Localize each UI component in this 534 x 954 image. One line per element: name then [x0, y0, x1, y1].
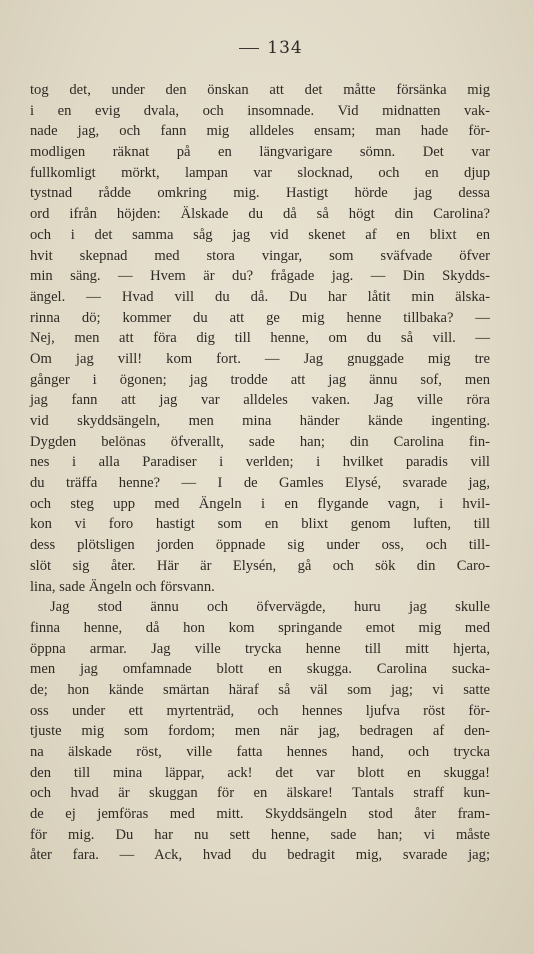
text-line: tog det, under den önskan att det måtte försänka mig	[30, 82, 490, 98]
text-line: hvit skepnad med stora vingar, som sväfvade öfver	[30, 247, 490, 264]
text-line: jag fann att jag var alldeles vaken. Jag ville röra	[30, 392, 490, 409]
text-line: Nej, men att föra dig till henne, om du så vill. —	[30, 330, 490, 347]
text-line: na älskade röst, ville fatta hennes hand, och trycka	[30, 744, 490, 760]
text-line: Jag stod ännu och öfvervägde, huru jag skulle	[50, 599, 490, 616]
text-line: gånger i ögonen; jag trodde att jag ännu sof, men	[30, 371, 490, 388]
text-line: och hvad är skuggan för en älskare! Tantals straff kun-	[30, 785, 490, 802]
text-line: finna henne, då hon kom springande emot mig med	[30, 619, 490, 636]
page-header	[0, 38, 534, 58]
text-line: åter fara. — Ack, hvad du bedragit mig, svarade jag;	[30, 847, 490, 864]
text-line: den till mina läppar, ack! det var blott en skugga!	[30, 764, 490, 781]
text-line: ängel. — Hvad vill du då. Du har låtit min älska-	[30, 288, 490, 305]
text-line: men jag omfamnade blott en skugga. Carolina sucka-	[30, 661, 490, 678]
text-line: och i det samma såg jag vid skenet af en blixt en	[30, 226, 490, 243]
text-line: i en evig dvala, och insomnade. Vid midnatten vak-	[30, 102, 490, 119]
text-line: öppna armar. Jag ville trycka henne till mitt hjerta,	[30, 640, 490, 657]
text-line: nade jag, och fann mig alldeles ensam; man hade för-	[30, 123, 490, 140]
text-line: tjuste mig som fordom; men när jag, bedragen af den-	[30, 723, 490, 740]
text-line: Om jag vill! kom fort. — Jag gnuggade mig tre	[30, 350, 490, 367]
text-line: oss under ett myrtenträd, och hennes ljufva röst för-	[30, 702, 490, 719]
text-line: dess plötsligen jorden öppnade sig under oss, och till-	[30, 537, 490, 554]
text-line: slöt sig åter. Här är Elysén, gå och sök din Caro-	[30, 557, 490, 574]
text-line: ord ifrån höjden: Älskade du då så högt din Carolina?	[30, 206, 490, 223]
header-dash	[239, 48, 259, 50]
text-line: för mig. Du har nu sett henne, sade han; vi måste	[30, 826, 490, 843]
text-line: vid skyddsängeln, men mina händer kände ingenting.	[30, 413, 490, 429]
text-line: lina, sade Ängeln och försvann.	[30, 578, 215, 595]
text-line: du träffa henne? — I de Gamles Elysé, svarade jag,	[30, 475, 490, 492]
body-text	[30, 80, 490, 866]
text-line: de ej jemföras med mitt. Skyddsängeln stod åter fram-	[30, 806, 490, 823]
text-line: de; hon kände smärtan häraf så väl som jag; vi satte	[30, 681, 490, 698]
page-number: 134	[267, 38, 303, 58]
text-line: kon vi foro hastigt som en blixt genom luften, till	[30, 516, 490, 533]
text-line: fullkomligt mörkt, lampan var slocknad, och en djup	[30, 164, 490, 181]
text-line: tystnad rådde omkring mig. Hastigt hörde jag dessa	[30, 185, 490, 202]
text-line: rinna dö; kommer du att ge mig henne tillbaka? —	[30, 309, 490, 326]
text-line: min säng. — Hvem är du? frågade jag. — Din Skydds-	[30, 268, 490, 285]
text-line: nes i alla Paradiser i verlden; i hvilket paradis vill	[30, 454, 490, 471]
text-line: Dygden belönas öfverallt, sade han; din Carolina fin-	[30, 433, 490, 450]
text-line: modligen räknat på en längvarigare sömn. Det var	[30, 144, 490, 161]
text-line: och steg upp med Ängeln i en flygande vagn, i hvil-	[30, 495, 490, 512]
